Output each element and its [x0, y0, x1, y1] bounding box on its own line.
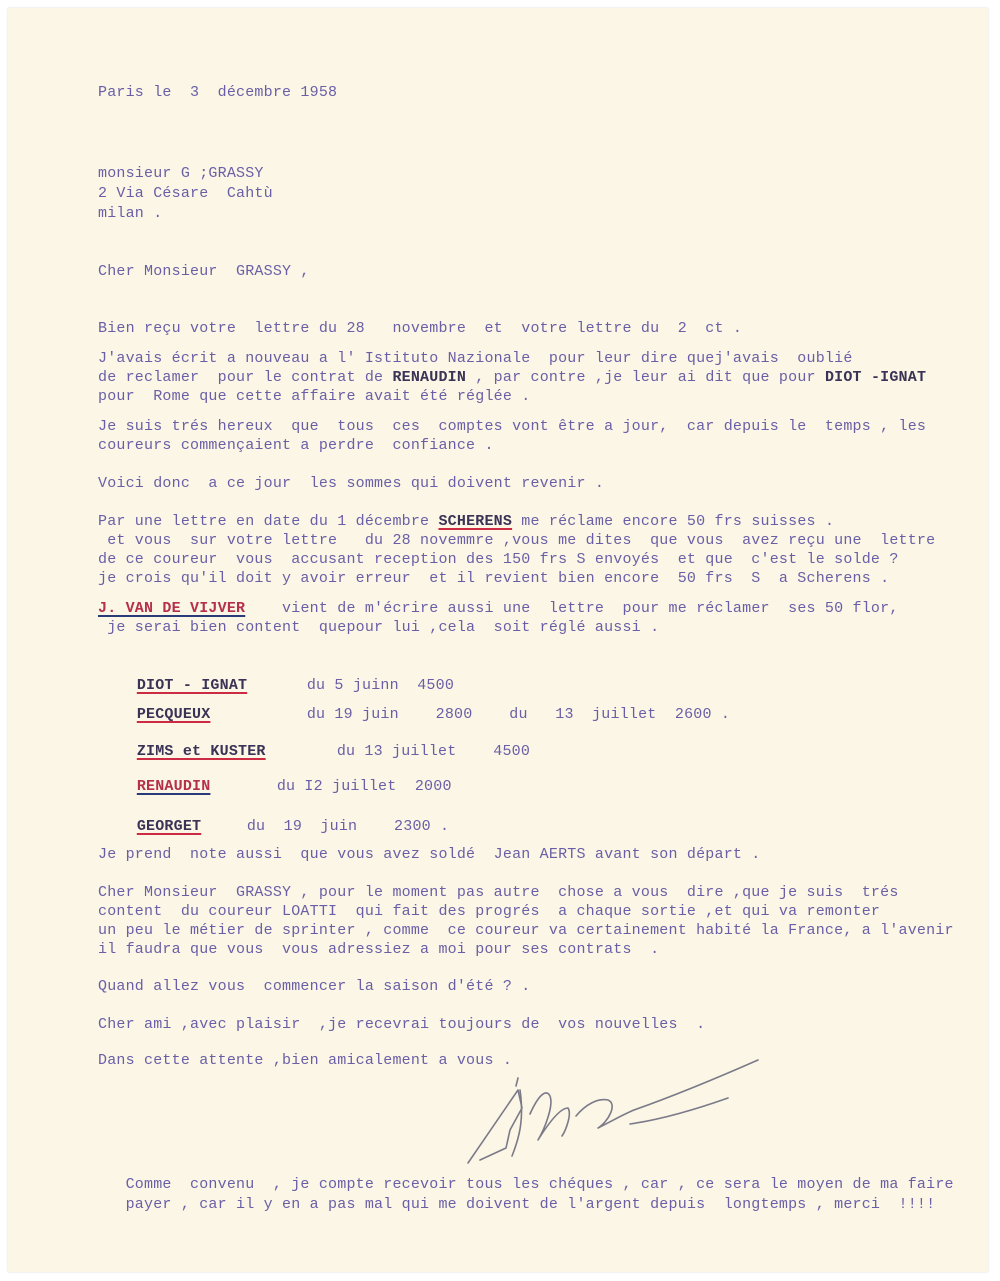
name-diot-ignat: DIOT -IGNAT — [824, 369, 927, 386]
paragraph-2-line-3: pour Rome que cette affaire avait été réglée . — [98, 388, 531, 405]
recipient-line-3: milan . — [98, 205, 163, 222]
closing-2-line-3: un peu le métier de sprinter , comme ce coureur va certainement habité la France, a l'avenir — [98, 922, 954, 939]
amount-name: RENAUDIN — [136, 778, 211, 795]
amount-name: ZIMS et KUSTER — [136, 743, 266, 760]
recipient-line-2: 2 Via Césare Cahtù — [98, 185, 273, 202]
amount-name: PECQUEUX — [136, 706, 211, 723]
paragraph-6-line-2: je serai bien content quepour lui ,cela soit réglé aussi . — [98, 619, 660, 636]
paragraph-5-line-2: et vous sur votre lettre du 28 novemmre ,vous me dites que vous avez reçu une lettre — [98, 532, 936, 549]
paragraph-2-line-1: J'avais écrit a nouveau a l' Istituto Nazionale pour leur dire quej'avais oublié — [98, 350, 853, 367]
letter-sheet — [8, 8, 988, 1272]
paragraph-5-line-4: je crois qu'il doit y avoir erreur et il revient bien encore 50 frs S a Scherens . — [98, 570, 890, 587]
amount-detail: du I2 juillet 2000 — [276, 778, 452, 795]
closing-4: Cher ami ,avec plaisir ,je recevrai toujours de vos nouvelles . — [98, 1016, 706, 1033]
amount-detail: du 5 juinn 4500 — [306, 677, 455, 694]
paragraph-5-line-1: Par une lettre en date du 1 décembre SCHERENS me réclame encore 50 frs suisses . — [98, 513, 835, 530]
date-line: Paris le 3 décembre 1958 — [98, 84, 338, 101]
paragraph-1: Bien reçu votre lettre du 28 novembre et votre lettre du 2 ct . — [98, 320, 743, 337]
amount-detail: du 13 juillet 4500 — [336, 743, 531, 760]
closing-2-line-1: Cher Monsieur GRASSY , pour le moment pas autre chose a vous dire ,que je suis trés — [98, 884, 899, 901]
signature — [458, 1038, 788, 1168]
amount-name: DIOT - IGNAT — [136, 677, 248, 694]
closing-2-line-2: content du coureur LOATTI qui fait des progrés a chaque sortie ,et qui va remonter — [98, 903, 881, 920]
paragraph-4: Voici donc a ce jour les sommes qui doivent revenir . — [98, 475, 605, 492]
postscript-line-1: Comme convenu , je compte recevoir tous les chéques , car , ce sera le moyen de ma faire — [98, 1176, 954, 1193]
closing-3: Quand allez vous commencer la saison d'été ? . — [98, 978, 531, 995]
closing-2-line-4: il faudra que vous vous adressiez a moi pour ses contrats . — [98, 941, 660, 958]
postscript-line-2: payer , car il y en a pas mal qui me doivent de l'argent depuis longtemps , merci !!!! — [98, 1196, 936, 1213]
paragraph-3-line-1: Je suis trés hereux que tous ces comptes vont être a jour, car depuis le temps , les — [98, 418, 927, 435]
paragraph-6-line-1: J. VAN DE VIJVER vient de m'écrire aussi une lettre pour me réclamer ses 50 flor, — [98, 600, 899, 617]
name-scherens: SCHERENS — [438, 513, 513, 530]
amount-detail: du 19 juin 2800 du 13 juillet 2600 . — [306, 706, 731, 723]
paragraph-5-line-3: de ce coureur vous accusant reception des 150 frs S envoyés et que c'est le solde ? — [98, 551, 899, 568]
closing-5: Dans cette attente ,bien amicalement a vous . — [98, 1052, 513, 1069]
salutation: Cher Monsieur GRASSY , — [98, 263, 310, 280]
name-renaudin: RENAUDIN — [392, 369, 467, 386]
amount-name: GEORGET — [136, 818, 202, 835]
paragraph-2-line-2: de reclamer pour le contrat de RENAUDIN , par contre ,je leur ai dit que pour DIOT -IGNAT — [98, 369, 927, 386]
amount-detail: du 19 juin 2300 . — [246, 818, 450, 835]
recipient-line-1: monsieur G ;GRASSY — [98, 165, 264, 182]
paragraph-3-line-2: coureurs commençaient a perdre confiance . — [98, 437, 494, 454]
name-van-de-vijver: J. VAN DE VIJVER — [98, 600, 246, 617]
closing-1: Je prend note aussi que vous avez soldé Jean AERTS avant son départ . — [98, 846, 761, 863]
